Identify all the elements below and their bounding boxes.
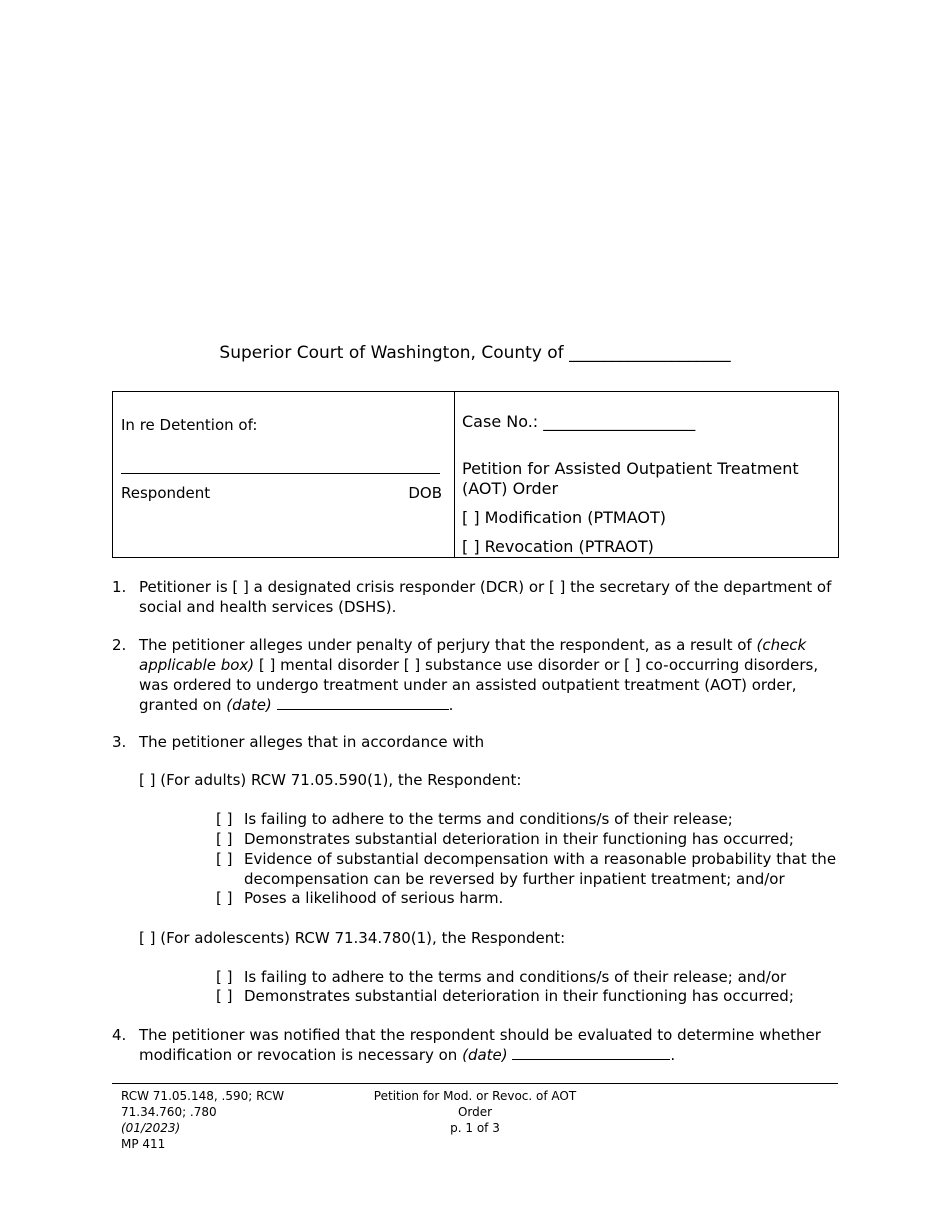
- in-re-label: In re Detention of:: [121, 416, 258, 434]
- criterion-text: Demonstrates substantial deterioration in their functioning has occurred;: [244, 830, 794, 848]
- paragraph-3: [112, 732, 842, 754]
- paragraph-number: 1.: [112, 578, 127, 596]
- checkbox-bracket[interactable]: [ ]: [216, 810, 233, 828]
- checkbox-bracket[interactable]: [ ]: [216, 987, 233, 1005]
- footer-revision-date: (01/2023): [121, 1121, 181, 1135]
- respondent-signature-line: [121, 473, 440, 474]
- paragraph-3-text: The petitioner alleges that in accordance with: [139, 733, 485, 751]
- period: .: [670, 1046, 676, 1064]
- checkbox-bracket[interactable]: [ ]: [216, 850, 233, 868]
- court-title: Superior Court of Washington, County of ___________________: [219, 343, 731, 363]
- adult-criterion-item[interactable]: [216, 809, 846, 829]
- footer-center: [356, 1088, 594, 1136]
- footer-form-title: Petition for Mod. or Revoc. of AOT Order: [373, 1089, 577, 1119]
- period: .: [448, 696, 454, 714]
- footer-divider: [112, 1083, 838, 1084]
- check-applicable-note: (check applicable box): [139, 636, 807, 674]
- checkbox-bracket[interactable]: [ ]: [216, 830, 233, 848]
- paragraph-1-text: Petitioner is [ ] a designated crisis responder (DCR) or [ ] the secretary of the department of social and health services (DSHS).: [139, 578, 832, 616]
- adolescent-criterion-item[interactable]: [216, 986, 846, 1006]
- criterion-text: Demonstrates substantial deterioration in their functioning has occurred;: [244, 987, 794, 1005]
- order-date-blank[interactable]: [277, 697, 449, 710]
- petition-title: Petition for Assisted Outpatient Treatment (AOT) Order: [462, 459, 799, 498]
- paragraph-2-part-b: [ ] mental disorder [ ] substance use disorder or [ ] co-occurring disorders, was ordered to undergo treatment under an assisted outpatient treatment (AOT) order, granted on: [139, 656, 819, 714]
- adult-criterion-item[interactable]: [216, 888, 846, 908]
- notification-date-blank[interactable]: [512, 1047, 670, 1060]
- criterion-text: Is failing to adhere to the terms and conditions/s of their release; and/or: [244, 968, 787, 986]
- revocation-checkbox-option[interactable]: [ ] Revocation (PTRAOT): [462, 537, 654, 556]
- adult-criterion-item[interactable]: [216, 829, 846, 849]
- footer-revision: [121, 1120, 321, 1136]
- adolescents-option[interactable]: [ ] (For adolescents) RCW 71.34.780(1), the Respondent:: [139, 929, 566, 947]
- paragraph-2: [112, 635, 842, 717]
- footer-form-number: MP 411: [121, 1137, 166, 1151]
- footer-page-number: p. 1 of 3: [450, 1121, 500, 1135]
- paragraph-4-part-a: The petitioner was notified that the respondent should be evaluated to determine whether modification or revocation is necessary on: [139, 1026, 821, 1064]
- checkbox-bracket[interactable]: [ ]: [216, 889, 233, 907]
- footer-statute: RCW 71.05.148, .590; RCW 71.34.760; .780: [121, 1089, 285, 1119]
- date-label: (date): [226, 696, 272, 714]
- date-label: (date): [462, 1046, 508, 1064]
- criterion-text: Is failing to adhere to the terms and conditions/s of their release;: [244, 810, 733, 828]
- modification-checkbox-option[interactable]: [ ] Modification (PTMAOT): [462, 508, 667, 527]
- caption-right-cell: [455, 392, 838, 557]
- paragraph-2-text: [139, 635, 842, 715]
- paragraph-1: [112, 577, 842, 619]
- adolescent-criterion-item[interactable]: [216, 967, 846, 987]
- adults-option[interactable]: [ ] (For adults) RCW 71.05.590(1), the Respondent:: [139, 771, 522, 789]
- criterion-text: Evidence of substantial decompensation with a reasonable probability that the decompensation can be reversed by further inpatient treatment; and/or: [244, 850, 837, 888]
- caption-left-cell: [113, 392, 455, 557]
- paragraph-number: 3.: [112, 733, 127, 751]
- criterion-text: Poses a likelihood of serious harm.: [244, 889, 504, 907]
- respondent-label: Respondent: [121, 484, 211, 502]
- paragraph-4: [112, 1025, 842, 1067]
- footer-left: [121, 1088, 321, 1152]
- case-caption-box: [112, 391, 839, 558]
- checkbox-bracket[interactable]: [ ]: [216, 968, 233, 986]
- paragraph-number: 2.: [112, 636, 127, 654]
- paragraph-2-part-a: The petitioner alleges under penalty of perjury that the respondent, as a result of: [139, 636, 757, 654]
- dob-label: DOB: [408, 484, 442, 502]
- adult-criterion-item[interactable]: [216, 849, 846, 889]
- case-number: Case No.: ___________________: [462, 412, 696, 431]
- paragraph-4-text: [139, 1025, 842, 1065]
- paragraph-number: 4.: [112, 1026, 127, 1044]
